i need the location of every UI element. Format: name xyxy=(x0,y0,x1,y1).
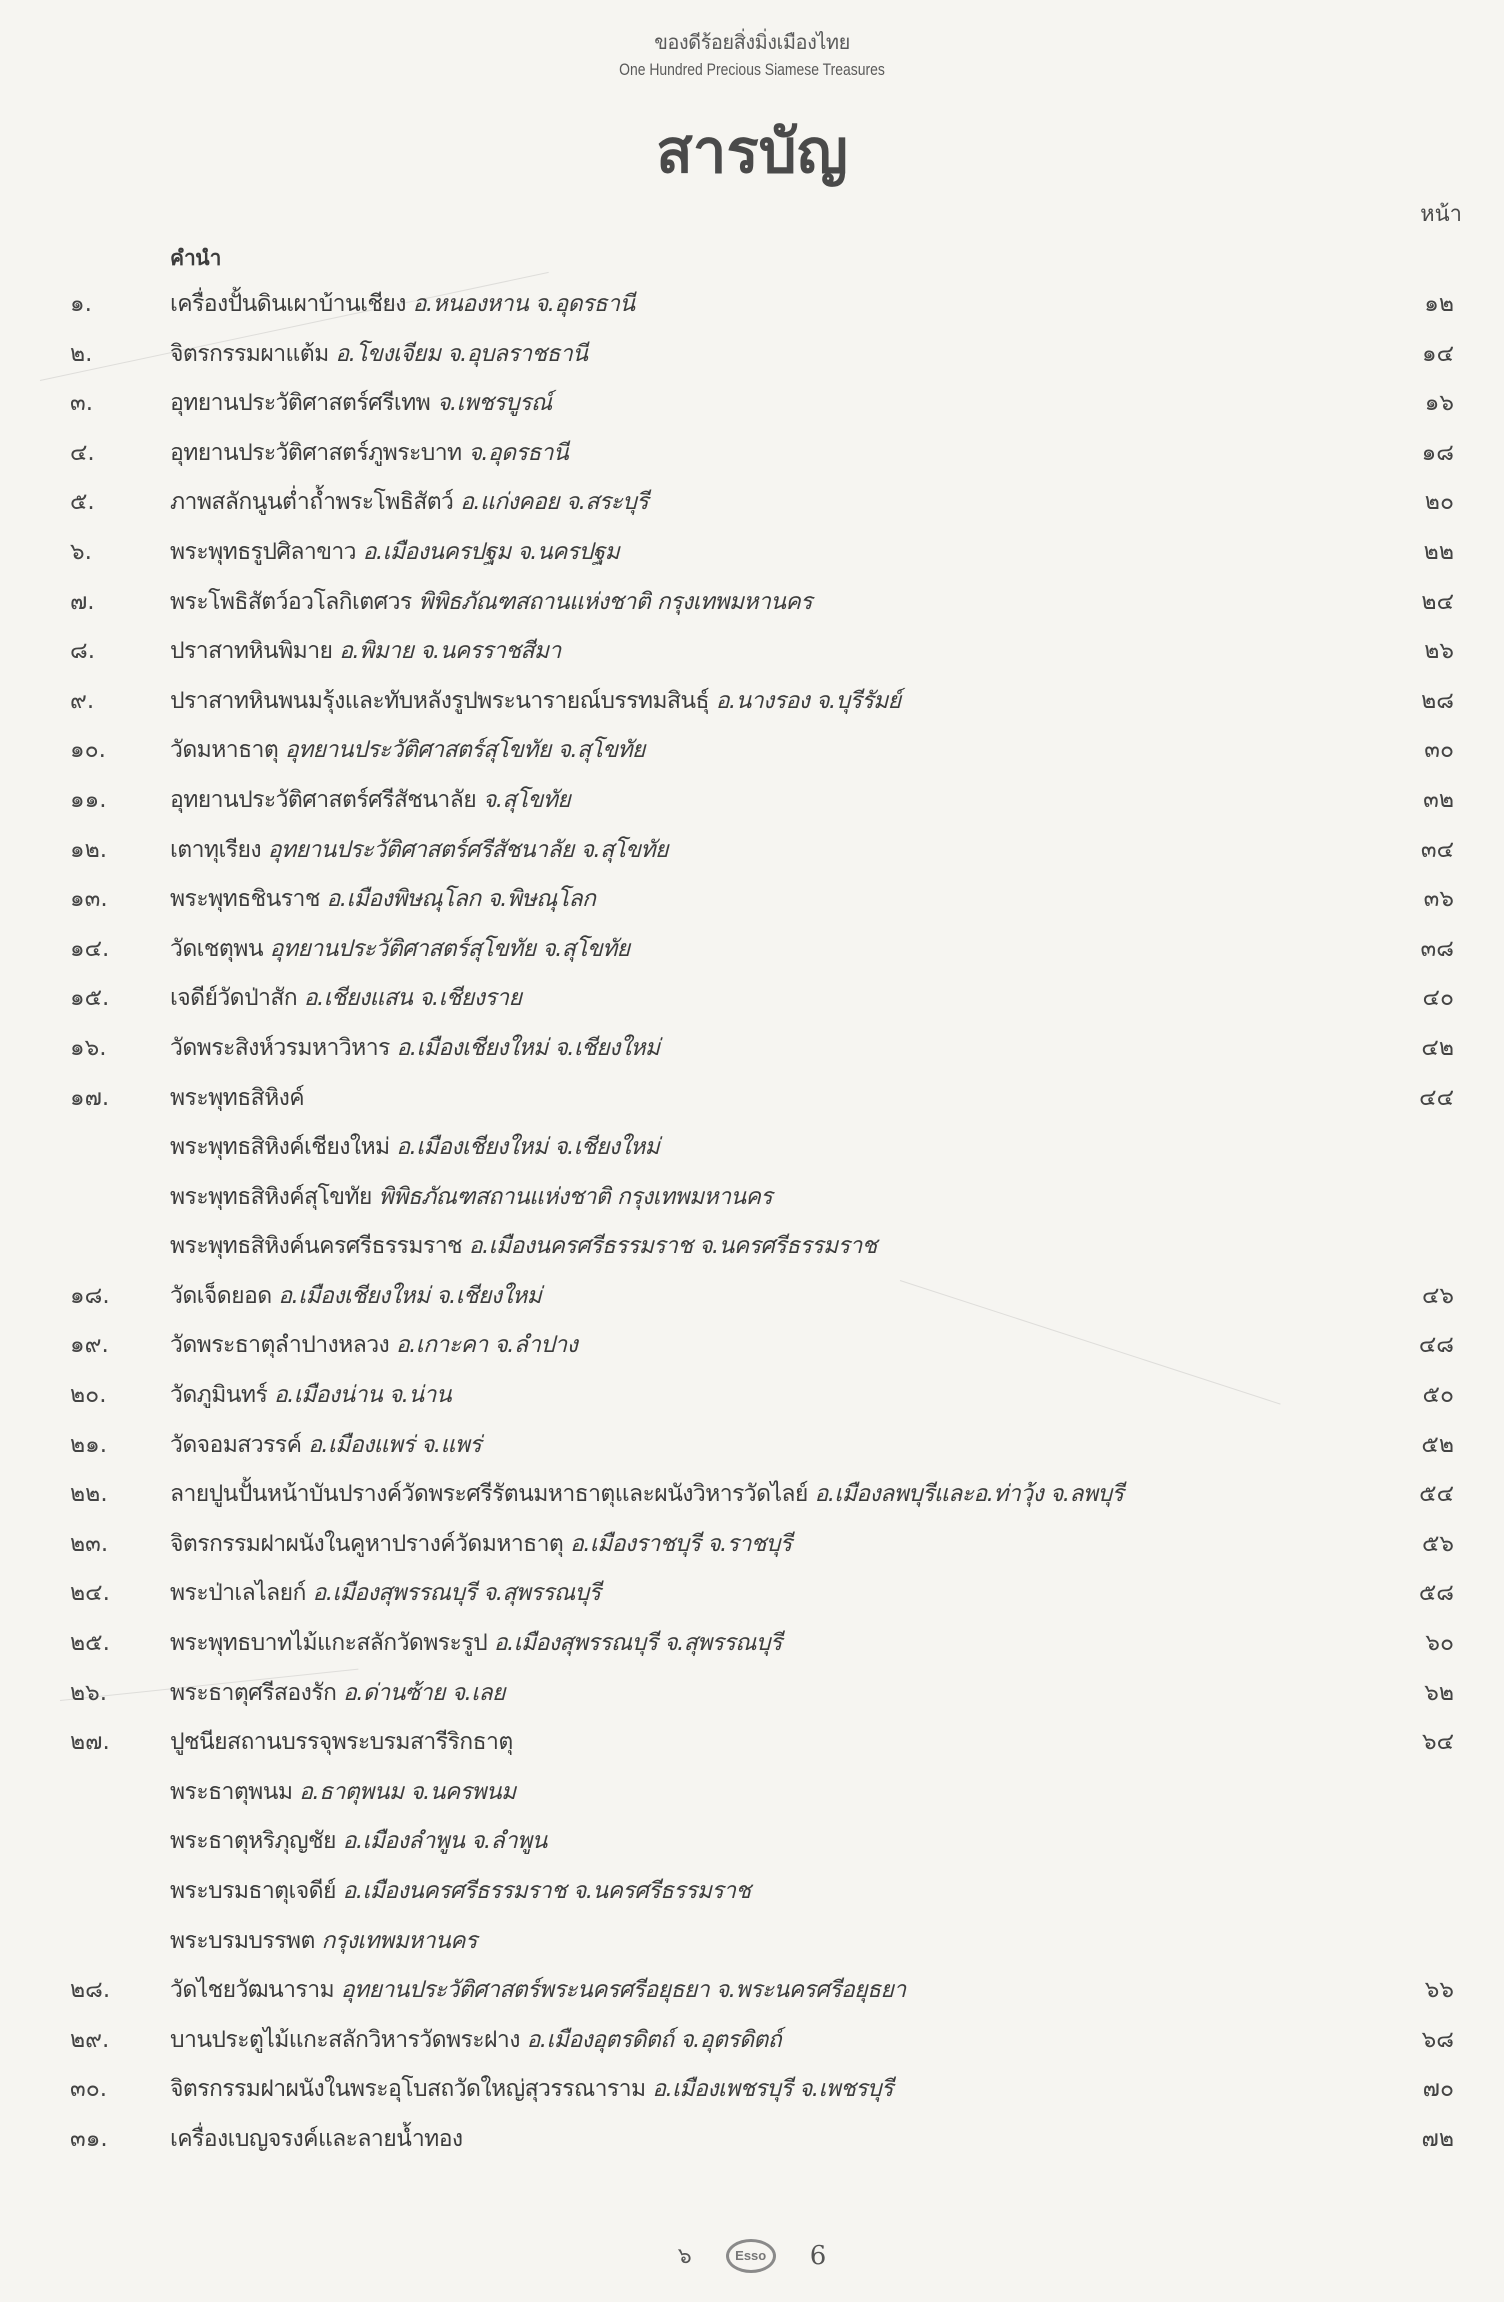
toc-entry-page: ๑๒ xyxy=(1424,291,1454,317)
toc-entry[interactable] xyxy=(0,2065,1504,2115)
toc-entry-page: ๖๒ xyxy=(1424,1679,1454,1706)
toc-entry-page: ๒๔ xyxy=(1421,588,1454,615)
toc-entry-page: ๒๐ xyxy=(1424,489,1454,516)
toc-entry-label xyxy=(170,478,648,528)
toc-entry[interactable] xyxy=(0,776,1504,826)
toc-entry-title: เจดีย์วัดป่าสัก xyxy=(170,985,298,1012)
toc-entry-title: ปราสาทหินพิมาย xyxy=(170,638,333,665)
toc-entry-label xyxy=(170,2115,463,2165)
toc-entry-title: วัดพระสิงห์วรมหาวิหาร xyxy=(170,1034,390,1061)
toc-entry[interactable] xyxy=(0,1619,1504,1669)
toc-entry-number: ๑๐. xyxy=(70,737,106,764)
toc-sub-entry[interactable] xyxy=(0,1917,1504,1967)
toc-entry-label xyxy=(170,1222,877,1272)
toc-entry-number: ๒๓. xyxy=(70,1530,109,1557)
toc-entry[interactable] xyxy=(0,627,1504,677)
table-of-contents xyxy=(0,236,1504,2165)
toc-entry[interactable] xyxy=(0,677,1504,727)
page-number-arabic: 6 xyxy=(809,2240,827,2271)
toc-entry-page: ๓๐ xyxy=(1424,737,1454,764)
toc-entry-location: อ.เมืองสุพรรณบุรี จ.สุพรรณบุรี xyxy=(487,1630,782,1657)
toc-entry-number: ๗. xyxy=(70,588,95,615)
toc-entry-title: วัดจอมสวรรค์ xyxy=(170,1431,302,1458)
toc-entry-page: ๖๔ xyxy=(1421,1729,1454,1756)
toc-entry-label xyxy=(170,1569,600,1619)
toc-sub-entry[interactable] xyxy=(0,1768,1504,1818)
toc-entry-location: พิพิธภัณฑสถานแห่งชาติ กรุงเทพมหานคร xyxy=(371,1183,773,1210)
toc-entry-title: พระธาตุพนม xyxy=(170,1778,293,1805)
toc-entry-label xyxy=(170,1718,513,1768)
toc-entry-label xyxy=(170,429,568,479)
toc-entry-location: อ.เมืองเชียงใหม่ จ.เชียงใหม่ xyxy=(389,1134,660,1161)
toc-entry-title: พระธาตุศรีสองรัก xyxy=(170,1679,337,1706)
toc-entry-number: ๓๐. xyxy=(70,2076,108,2103)
toc-entry-location: พิพิธภัณฑสถานแห่งชาติ กรุงเทพมหานคร xyxy=(411,588,812,615)
toc-entry-title: บานประตูไม้แกะสลักวิหารวัดพระฝาง xyxy=(170,2026,520,2053)
series-title-english: One Hundred Precious Siamese Treasures xyxy=(619,60,885,79)
toc-entry-label xyxy=(170,974,521,1024)
toc-entry-location: อ.เมืองนครปฐม จ.นครปฐม xyxy=(355,538,620,565)
toc-entry-label xyxy=(170,677,901,727)
toc-entry-number: ๒๔. xyxy=(70,1580,110,1607)
toc-entry-title: พระพุทธสิหิงค์ xyxy=(170,1084,305,1111)
toc-entry-title: พระพุทธสิหิงค์เชียงใหม่ xyxy=(170,1134,390,1161)
toc-entry[interactable] xyxy=(0,379,1504,429)
toc-entry[interactable] xyxy=(0,478,1504,528)
toc-entry-label xyxy=(170,1619,782,1669)
toc-entry-number: ๒๐. xyxy=(70,1382,107,1409)
toc-entry-number: ๒๙. xyxy=(70,2026,110,2053)
toc-entry-label xyxy=(170,875,595,925)
esso-logo-icon xyxy=(726,2239,776,2273)
toc-sub-entry[interactable] xyxy=(0,1817,1504,1867)
toc-entry-page: ๔๖ xyxy=(1421,1282,1454,1309)
toc-entry-number: ๒๗. xyxy=(70,1729,110,1756)
toc-entry[interactable] xyxy=(0,974,1504,1024)
toc-entry-page: ๔๔ xyxy=(1419,1084,1454,1111)
toc-entry-location: อ.ธาตุพนม จ.นครพนม xyxy=(292,1778,516,1805)
toc-entry-location: อ.เมืองแพร่ จ.แพร่ xyxy=(301,1431,482,1458)
toc-entry-location: อุทยานประวัติศาสตร์สุโขทัย จ.สุโขทัย xyxy=(278,737,645,764)
toc-entry-label xyxy=(170,1173,772,1223)
toc-entry[interactable] xyxy=(0,1669,1504,1719)
toc-entry[interactable] xyxy=(0,1520,1504,1570)
toc-entry-label xyxy=(170,826,668,876)
toc-entry[interactable] xyxy=(0,826,1504,876)
toc-entry[interactable] xyxy=(0,1371,1504,1421)
toc-entry-label xyxy=(170,1917,477,1967)
toc-entry-label xyxy=(170,627,561,677)
toc-intro-entry[interactable] xyxy=(0,236,1504,280)
toc-entry-number: ๒. xyxy=(70,340,93,367)
toc-entry-label xyxy=(170,1768,516,1818)
esso-logo-text: Esso xyxy=(735,2248,767,2263)
toc-entry-number: ๑๔. xyxy=(70,935,110,962)
toc-entry-number: ๕. xyxy=(70,489,95,516)
toc-entry[interactable] xyxy=(0,1966,1504,2016)
toc-entry[interactable] xyxy=(0,528,1504,578)
toc-entry-label xyxy=(170,578,812,628)
toc-entry-location: อ.เมืองสุพรรณบุรี จ.สุพรรณบุรี xyxy=(305,1580,601,1607)
toc-entry-label xyxy=(170,925,630,975)
toc-entry-number: ๓๑. xyxy=(70,2125,108,2152)
toc-entry-page: ๔๐ xyxy=(1422,985,1454,1012)
toc-entry-title: เครื่องเบญจรงค์และลายน้ำทอง xyxy=(170,2125,463,2152)
toc-entry-location: อ.เมืองนครศรีธรรมราช จ.นครศรีธรรมราช xyxy=(462,1233,877,1260)
toc-entry-page: ๕๔ xyxy=(1419,1481,1454,1508)
toc-entry-location: อ.โขงเจียม จ.อุบลราชธานี xyxy=(328,340,588,367)
toc-entry-title: วัดมหาธาตุ xyxy=(170,737,279,764)
toc-entry-page: ๓๘ xyxy=(1420,935,1454,962)
toc-entry-location: อ.เมืองราชบุรี จ.ราชบุรี xyxy=(563,1530,792,1557)
toc-entry-label xyxy=(170,1817,547,1867)
toc-entry-title: เตาทุเรียง xyxy=(170,836,261,863)
toc-entry-label xyxy=(170,1321,577,1371)
toc-entry-label xyxy=(170,1470,1123,1520)
page-footer xyxy=(0,2238,1504,2273)
toc-entry-title: อุทยานประวัติศาสตร์ภูพระบาท xyxy=(170,439,462,466)
toc-entry-page: ๗๐ xyxy=(1422,2076,1454,2103)
toc-rows xyxy=(0,280,1504,2165)
toc-entry-page: ๓๖ xyxy=(1423,886,1454,913)
toc-entry[interactable] xyxy=(0,1321,1504,1371)
toc-entry-number: ๑๓. xyxy=(70,886,108,913)
toc-entry-title: จิตรกรรมฝาผนังในคูหาปรางค์วัดมหาธาตุ xyxy=(170,1530,564,1557)
toc-entry-title: เครื่องปั้นดินเผาบ้านเชียง xyxy=(170,291,406,317)
toc-entry-location: กรุงเทพมหานคร xyxy=(314,1927,477,1954)
toc-entry-location: อ.เมืองลพบุรีและอ.ท่าวุ้ง จ.ลพบุรี xyxy=(807,1481,1124,1508)
toc-entry-label xyxy=(170,1024,659,1074)
toc-entry-title: ปราสาทหินพนมรุ้งและทับหลังรูปพระนารายณ์บรรทมสินธุ์ xyxy=(170,687,709,714)
toc-entry-label xyxy=(170,1421,481,1471)
page-column-header: หน้า xyxy=(1420,202,1462,227)
toc-entry-page: ๑๘ xyxy=(1421,439,1454,466)
toc-entry[interactable] xyxy=(0,925,1504,975)
toc-entry-number: ๑๖. xyxy=(70,1034,107,1061)
toc-entry-page: ๖๖ xyxy=(1424,1977,1454,2004)
toc-intro-label: คำนำ xyxy=(170,246,221,270)
toc-sub-entry[interactable] xyxy=(0,1867,1504,1917)
toc-entry[interactable] xyxy=(0,1272,1504,1322)
page-number-thai: ๖ xyxy=(677,2244,692,2269)
toc-entry-title: วัดเจ็ดยอด xyxy=(170,1282,272,1309)
toc-entry-number: ๑. xyxy=(70,291,92,317)
toc-entry-title: ภาพสลักนูนต่ำถ้ำพระโพธิสัตว์ xyxy=(170,489,454,516)
series-title-thai: ของดีร้อยสิ่งมิ่งเมืองไทย xyxy=(654,30,850,54)
toc-entry-location: อ.ด่านซ้าย จ.เลย xyxy=(336,1679,505,1706)
toc-entry-number: ๒๘. xyxy=(70,1977,111,2004)
toc-entry-number: ๑๘. xyxy=(70,1282,110,1309)
toc-entry[interactable] xyxy=(0,2115,1504,2165)
toc-entry-title: จิตรกรรมฝาผนังในพระอุโบสถวัดใหญ่สุวรรณาราม xyxy=(170,2076,646,2103)
toc-entry-title: ปูชนียสถานบรรจุพระบรมสารีริกธาตุ xyxy=(170,1729,513,1756)
toc-entry-title: พระพุทธบาทไม้แกะสลักวัดพระรูป xyxy=(170,1630,488,1657)
toc-entry-number: ๒๖. xyxy=(70,1679,108,1706)
toc-entry-title: วัดพระธาตุลำปางหลวง xyxy=(170,1332,390,1359)
toc-entry-title: ลายปูนปั้นหน้าบันปรางค์วัดพระศรีรัตนมหาธาตุและผนังวิหารวัดไลย์ xyxy=(170,1481,808,1508)
toc-entry-page: ๕๒ xyxy=(1421,1431,1454,1458)
toc-entry[interactable] xyxy=(0,1569,1504,1619)
toc-entry-location: อ.เมืองน่าน จ.น่าน xyxy=(267,1382,451,1409)
toc-entry[interactable] xyxy=(0,1074,1504,1124)
toc-entry-location: อ.แก่งคอย จ.สระบุรี xyxy=(453,489,649,516)
toc-entry-number: ๔. xyxy=(70,439,95,466)
toc-entry-location: อ.เมืองลำพูน จ.ลำพูน xyxy=(335,1828,547,1855)
toc-entry-location: อ.เมืองนครศรีธรรมราช จ.นครศรีธรรมราช xyxy=(335,1878,751,1904)
toc-entry-location: จ.สุโขทัย xyxy=(476,786,571,813)
toc-entry-location: อ.หนองหาน จ.อุดรธานี xyxy=(405,291,635,317)
toc-entry-label xyxy=(170,2065,893,2115)
toc-entry[interactable] xyxy=(0,1421,1504,1471)
toc-entry-page: ๖๘ xyxy=(1421,2026,1454,2053)
toc-entry-location: อุทยานประวัติศาสตร์ศรีสัชนาลัย จ.สุโขทัย xyxy=(261,836,668,863)
toc-entry-title: พระบรมธาตุเจดีย์ xyxy=(170,1878,336,1904)
toc-entry-title: พระป่าเลไลยก์ xyxy=(170,1580,306,1607)
toc-entry-location: อ.เมืองเชียงใหม่ จ.เชียงใหม่ xyxy=(271,1282,542,1309)
toc-entry-page: ๗๒ xyxy=(1421,2125,1454,2152)
toc-entry-number: ๘. xyxy=(70,638,96,665)
toc-sub-entry[interactable] xyxy=(0,1222,1504,1272)
toc-entry[interactable] xyxy=(0,726,1504,776)
toc-entry-title: จิตรกรรมผาแต้ม xyxy=(170,340,329,367)
toc-entry-number: ๒๕. xyxy=(70,1630,110,1657)
toc-entry-page: ๕๐ xyxy=(1422,1382,1454,1409)
toc-entry-number: ๑๒. xyxy=(70,836,108,863)
toc-entry-location: อ.เกาะคา จ.ลำปาง xyxy=(389,1332,578,1359)
toc-entry-number: ๖. xyxy=(70,538,92,565)
toc-entry-label xyxy=(170,1074,304,1124)
toc-sub-entry[interactable] xyxy=(0,1123,1504,1173)
toc-entry-title: วัดเชตุพน xyxy=(170,935,263,962)
toc-entry-number: ๓. xyxy=(70,390,94,417)
toc-entry[interactable] xyxy=(0,2016,1504,2066)
toc-entry-title: อุทยานประวัติศาสตร์ศรีสัชนาลัย xyxy=(170,786,477,813)
toc-entry-label xyxy=(170,1123,659,1173)
toc-entry-number: ๒๑. xyxy=(70,1431,108,1458)
page-title: สารบัญ xyxy=(656,117,848,187)
toc-entry-label xyxy=(170,528,619,578)
toc-entry-page: ๖๐ xyxy=(1425,1630,1454,1657)
toc-entry-page: ๑๔ xyxy=(1421,340,1454,367)
toc-entry-location: อุทยานประวัติศาสตร์สุโขทัย จ.สุโขทัย xyxy=(262,935,630,962)
toc-entry-label xyxy=(170,1371,451,1421)
toc-entry-label xyxy=(170,1272,541,1322)
toc-entry-label xyxy=(170,776,570,826)
toc-entry-location: อ.นางรอง จ.บุรีรัมย์ xyxy=(708,687,901,714)
toc-entry-label xyxy=(170,1867,750,1917)
toc-entry[interactable] xyxy=(0,330,1504,380)
toc-entry[interactable] xyxy=(0,429,1504,479)
toc-entry-number: ๑๙. xyxy=(70,1332,109,1359)
toc-entry-location: อ.พิมาย จ.นครราชสีมา xyxy=(332,638,561,665)
toc-entry-title: พระพุทธชินราช xyxy=(170,886,320,913)
toc-entry-title: พระบรมบรรพต xyxy=(170,1927,315,1954)
toc-entry-label xyxy=(170,1966,906,2016)
toc-entry-page: ๔๒ xyxy=(1421,1034,1454,1061)
toc-entry-number: ๑๕. xyxy=(70,985,110,1012)
toc-entry-label xyxy=(170,726,645,776)
toc-entry-label xyxy=(170,379,552,429)
toc-entry-location: อ.เมืองอุตรดิตถ์ จ.อุตรดิตถ์ xyxy=(519,2026,782,2053)
toc-entry-title: พระพุทธสิหิงค์สุโขทัย xyxy=(170,1183,372,1210)
toc-entry[interactable] xyxy=(0,875,1504,925)
toc-entry-page: ๕๘ xyxy=(1418,1580,1454,1607)
toc-entry-title: วัดไชยวัฒนาราม xyxy=(170,1977,335,2004)
toc-entry-location: อุทยานประวัติศาสตร์พระนครศรีอยุธยา จ.พระนครศรีอยุธยา xyxy=(334,1977,906,2004)
toc-entry-label xyxy=(170,2016,781,2066)
toc-entry[interactable] xyxy=(0,1024,1504,1074)
toc-entry-title: วัดภูมินทร์ xyxy=(170,1382,268,1409)
toc-entry-location: จ.เพชรบูรณ์ xyxy=(430,390,552,417)
toc-entry-label xyxy=(170,1669,505,1719)
toc-entry-location: อ.เมืองเชียงใหม่ จ.เชียงใหม่ xyxy=(389,1034,660,1061)
toc-entry-location: จ.อุดรธานี xyxy=(461,439,569,466)
toc-entry-title: อุทยานประวัติศาสตร์ศรีเทพ xyxy=(170,390,431,417)
toc-entry-number: ๙. xyxy=(70,687,95,714)
toc-entry-page: ๒๖ xyxy=(1424,638,1454,665)
toc-entry-page: ๒๒ xyxy=(1423,538,1454,565)
toc-entry-title: พระธาตุหริภุญชัย xyxy=(170,1828,336,1855)
toc-entry-title: พระพุทธสิหิงค์นครศรีธรรมราช xyxy=(170,1233,463,1260)
toc-entry[interactable] xyxy=(0,1470,1504,1520)
toc-entry-page: ๑๖ xyxy=(1424,390,1454,417)
toc-entry-page: ๓๒ xyxy=(1423,786,1454,813)
toc-entry-location: อ.เมืองพิษณุโลก จ.พิษณุโลก xyxy=(319,886,596,913)
toc-entry-number: ๒๒. xyxy=(70,1481,108,1508)
toc-entry-location: อ.เชียงแสน จ.เชียงราย xyxy=(297,985,522,1012)
toc-entry[interactable] xyxy=(0,280,1504,330)
toc-sub-entry[interactable] xyxy=(0,1173,1504,1223)
toc-entry-title: พระโพธิสัตว์อวโลกิเตศวร xyxy=(170,588,412,615)
toc-entry-number: ๑๑. xyxy=(70,786,107,813)
toc-entry-page: ๕๖ xyxy=(1421,1530,1454,1557)
toc-entry-location: อ.เมืองเพชรบุรี จ.เพชรบุรี xyxy=(645,2076,893,2103)
toc-entry-page: ๓๔ xyxy=(1420,836,1454,863)
toc-entry-number: ๑๗. xyxy=(70,1084,110,1111)
toc-entry[interactable] xyxy=(0,1718,1504,1768)
toc-entry-title: พระพุทธรูปศิลาขาว xyxy=(170,538,356,565)
toc-entry-label xyxy=(170,330,587,380)
toc-entry-label xyxy=(170,1520,792,1570)
toc-entry[interactable] xyxy=(0,578,1504,628)
toc-entry-page: ๒๘ xyxy=(1421,687,1454,714)
toc-entry-label xyxy=(170,280,635,330)
toc-entry-page: ๔๘ xyxy=(1418,1332,1454,1359)
